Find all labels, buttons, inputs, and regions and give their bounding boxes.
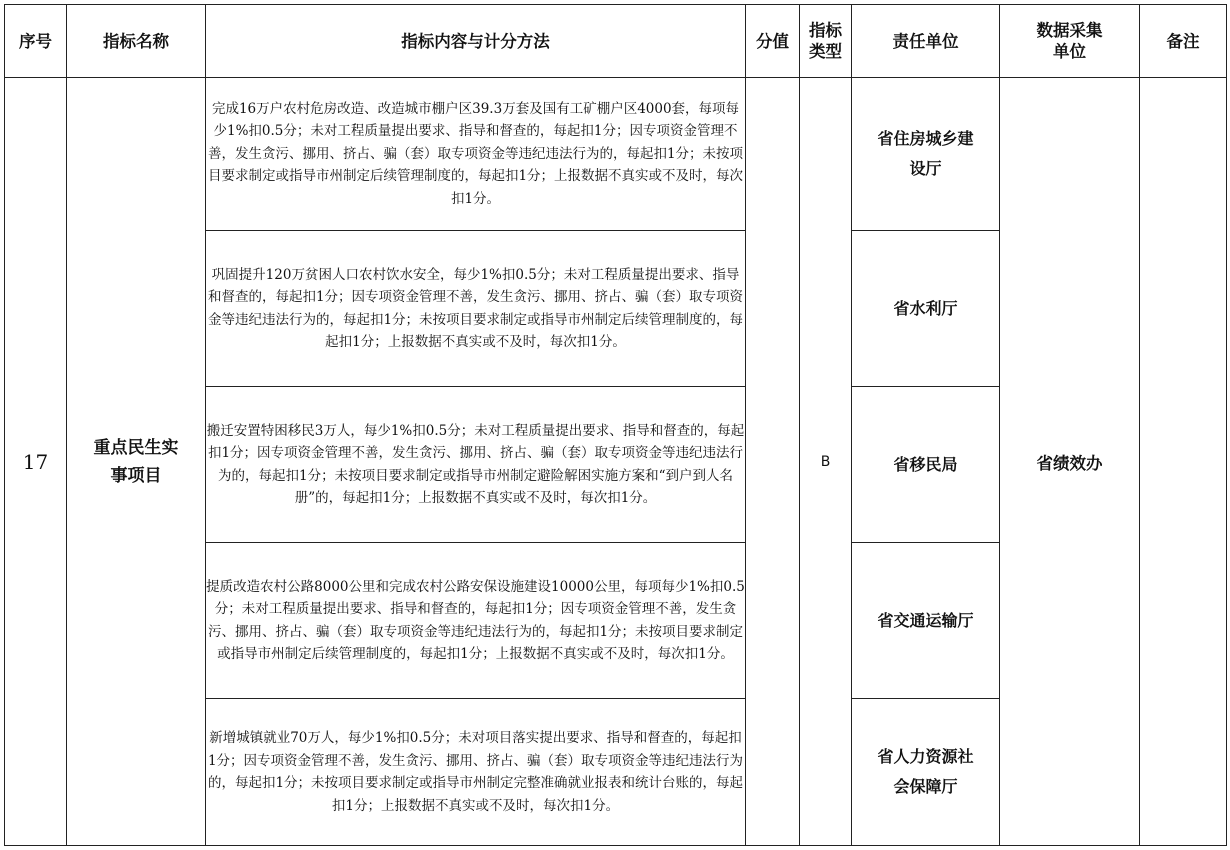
item-category: B (800, 78, 852, 846)
header-row (5, 5, 1227, 78)
indicator-table (4, 4, 1227, 846)
row-unit: 省交通运输厅 (877, 610, 974, 630)
header-score: 分值 (746, 5, 800, 78)
header-content: 指标内容与计分方法 (206, 5, 746, 78)
row-unit: 省水利厅 (893, 298, 958, 318)
item-collector: 省绩效办 (1000, 78, 1140, 846)
row-content: 完成16万户农村危房改造、改造城市棚户区39.3万套及国有工矿棚户区4000套，每项每少1%扣0.5分；未对工程质量提出要求、指导和督查的，每起扣1分；因专项资金管理不善，发生贪污、挪用、挤占、骗（套）取专项资金等违纪违法行为的，每起扣1分；未按项目要求制定或指导市州制定后续管理制度的，每起扣1分；上报数据不真实或不及时，每次扣1分。 (206, 78, 746, 231)
row-content: 巩固提升120万贫困人口农村饮水安全，每少1%扣0.5分；未对工程质量提出要求、指导和督查的，每起扣1分；因专项资金管理不善，发生贪污、挪用、挤占、骗（套）取专项资金等违纪违法行为的，每起扣1分；未按项目要求制定或指导市州制定后续管理制度的，每起扣1分；上报数据不真实或不及时，每次扣1分。 (206, 231, 746, 387)
item-name-cell (67, 78, 206, 846)
item-score (746, 78, 800, 846)
row-content: 新增城镇就业70万人，每少1%扣0.5分；未对项目落实提出要求、指导和督查的，每起扣1分；因专项资金管理不善，发生贪污、挪用、挤占、骗（套）取专项资金等违纪违法行为的，每起扣1分；未按项目要求制定或指导市州制定完整准确就业报表和统计台账的，每起扣1分；上报数据不真实或不及时，每次扣1分。 (206, 699, 746, 846)
row-content: 提质改造农村公路8000公里和完成农村公路安保设施建设10000公里，每项每少1%扣0.5分；未对工程质量提出要求、指导和督查的，每起扣1分；因专项资金管理不善，发生贪污、挪用、挤占、骗（套）取专项资金等违纪违法行为的，每起扣1分；未按项目要求制定或指导市州制定后续管理制度的，每起扣1分；上报数据不真实或不及时，每次扣1分。 (206, 543, 746, 699)
header-category-label: 指标类型 (808, 21, 842, 61)
row-unit: 省人力资源社会保障厅 (877, 747, 974, 796)
header-unit: 责任单位 (852, 5, 1000, 78)
row-unit-cell (852, 543, 1000, 699)
header-collector (1000, 5, 1140, 78)
header-seq: 序号 (5, 5, 67, 78)
table-row (5, 78, 1227, 231)
header-category (800, 5, 852, 78)
row-unit-cell (852, 78, 1000, 231)
item-remark (1140, 78, 1227, 846)
row-unit-cell (852, 387, 1000, 543)
header-collector-label: 数据采集单位 (1036, 21, 1103, 61)
row-unit-cell (852, 231, 1000, 387)
row-unit: 省移民局 (893, 454, 958, 474)
item-seq: 17 (5, 78, 67, 846)
row-unit: 省住房城乡建设厅 (877, 129, 974, 178)
header-name: 指标名称 (67, 5, 206, 78)
header-remark: 备注 (1140, 5, 1227, 78)
item-name: 重点民生实事项目 (93, 437, 179, 486)
row-unit-cell (852, 699, 1000, 846)
row-content: 搬迁安置特困移民3万人，每少1%扣0.5分；未对工程质量提出要求、指导和督查的，每起扣1分；因专项资金管理不善，发生贪污、挪用、挤占、骗（套）取专项资金等违纪违法行为的，每起扣1分；未按项目要求制定或指导市州制定避险解困实施方案和“到户到人名册”的，每起扣1分；上报数据不真实或不及时，每次扣1分。 (206, 387, 746, 543)
